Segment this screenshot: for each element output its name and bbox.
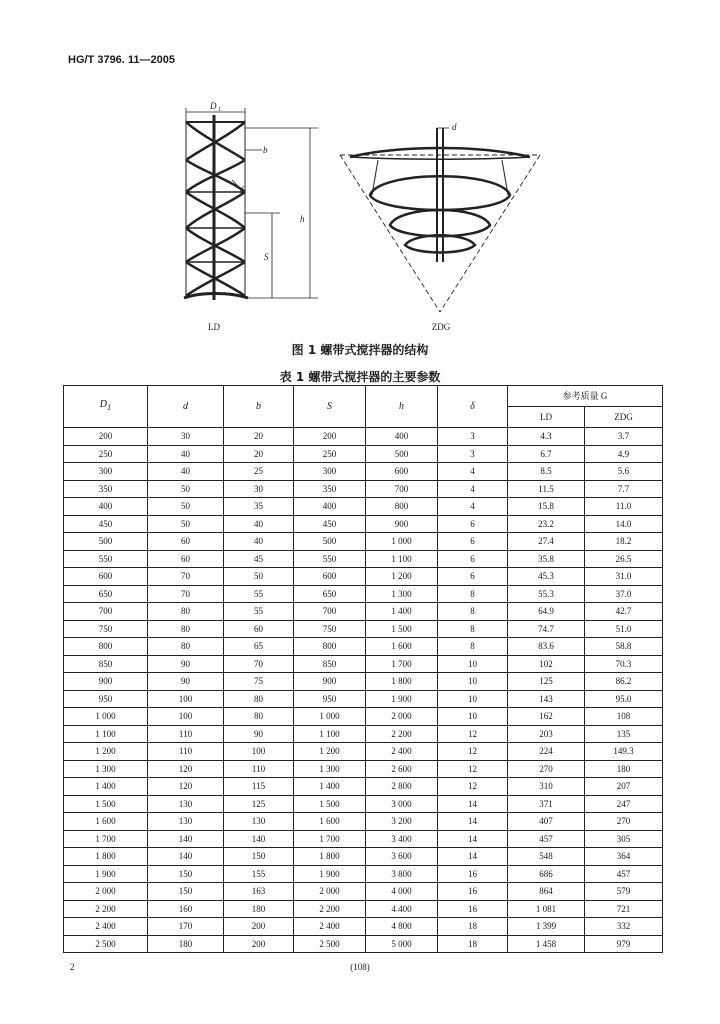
cell-delta: 14: [438, 830, 508, 848]
cell-d1: 950: [64, 690, 148, 708]
cell-d1: 650: [64, 585, 148, 603]
cell-mass-zdg: 14.0: [585, 515, 663, 533]
cell-delta: 14: [438, 795, 508, 813]
cell-mass-zdg: 7.7: [585, 480, 663, 498]
cell-b: 40: [224, 515, 294, 533]
cell-mass-zdg: 135: [585, 725, 663, 743]
table-row: [64, 480, 663, 498]
cell-b: 163: [224, 883, 294, 901]
cell-mass-zdg: 305: [585, 830, 663, 848]
agitator-structure-figure: [0, 0, 720, 340]
cell-d: 140: [148, 848, 224, 866]
cell-mass-zdg: 5.6: [585, 463, 663, 481]
cell-s: 700: [294, 603, 366, 621]
cell-b: 20: [224, 428, 294, 446]
table-row: [64, 690, 663, 708]
cell-mass-zdg: 18.2: [585, 533, 663, 551]
table-row: [64, 900, 663, 918]
cell-s: 900: [294, 673, 366, 691]
cell-b: 115: [224, 778, 294, 796]
cell-delta: 4: [438, 463, 508, 481]
cell-b: 70: [224, 655, 294, 673]
cell-d: 100: [148, 708, 224, 726]
cell-h: 2 800: [366, 778, 438, 796]
cell-b: 55: [224, 585, 294, 603]
cell-mass-zdg: 108: [585, 708, 663, 726]
cell-mass-zdg: 207: [585, 778, 663, 796]
cell-delta: 12: [438, 760, 508, 778]
cell-h: 3 400: [366, 830, 438, 848]
col-header-b: b: [224, 386, 294, 428]
table-row: [64, 708, 663, 726]
cell-delta: 10: [438, 690, 508, 708]
cell-mass-ld: 548: [508, 848, 585, 866]
cell-d: 100: [148, 690, 224, 708]
cell-h: 1 600: [366, 638, 438, 656]
cell-mass-ld: 35.8: [508, 550, 585, 568]
cell-mass-ld: 1 399: [508, 918, 585, 936]
cell-s: 600: [294, 568, 366, 586]
table-row: [64, 830, 663, 848]
cell-b: 200: [224, 935, 294, 953]
cell-mass-zdg: 86.2: [585, 673, 663, 691]
cell-mass-zdg: 42.7: [585, 603, 663, 621]
cell-s: 1 700: [294, 830, 366, 848]
cell-h: 1 100: [366, 550, 438, 568]
cell-s: 1 800: [294, 848, 366, 866]
cell-d: 120: [148, 778, 224, 796]
cell-h: 700: [366, 480, 438, 498]
cell-d: 110: [148, 743, 224, 761]
parameters-table-body: [64, 428, 663, 953]
cell-mass-zdg: 4.9: [585, 445, 663, 463]
cell-delta: 10: [438, 655, 508, 673]
cell-mass-zdg: 332: [585, 918, 663, 936]
cell-mass-zdg: 95.0: [585, 690, 663, 708]
cell-h: 3 200: [366, 813, 438, 831]
cell-b: 25: [224, 463, 294, 481]
cell-b: 45: [224, 550, 294, 568]
cell-d1: 450: [64, 515, 148, 533]
cell-mass-ld: 1 081: [508, 900, 585, 918]
cell-d: 150: [148, 883, 224, 901]
cell-d: 80: [148, 620, 224, 638]
cell-mass-ld: 15.8: [508, 498, 585, 516]
table-row: [64, 533, 663, 551]
cell-d: 110: [148, 725, 224, 743]
cell-mass-ld: 686: [508, 865, 585, 883]
cell-mass-ld: 224: [508, 743, 585, 761]
table-row: [64, 515, 663, 533]
cell-mass-zdg: 3.7: [585, 428, 663, 446]
cell-h: 800: [366, 498, 438, 516]
cell-mass-ld: 102: [508, 655, 585, 673]
cell-b: 180: [224, 900, 294, 918]
cell-s: 1 400: [294, 778, 366, 796]
cell-b: 200: [224, 918, 294, 936]
cell-d1: 550: [64, 550, 148, 568]
cell-delta: 10: [438, 673, 508, 691]
col-header-h: h: [366, 386, 438, 428]
cell-delta: 16: [438, 883, 508, 901]
cell-s: 950: [294, 690, 366, 708]
cell-d1: 1 300: [64, 760, 148, 778]
cell-b: 20: [224, 445, 294, 463]
cell-d: 50: [148, 498, 224, 516]
cell-mass-ld: 11.5: [508, 480, 585, 498]
table-row: [64, 725, 663, 743]
cell-b: 65: [224, 638, 294, 656]
table-row: [64, 935, 663, 953]
cell-b: 50: [224, 568, 294, 586]
cell-mass-zdg: 270: [585, 813, 663, 831]
cell-mass-zdg: 31.0: [585, 568, 663, 586]
ld-dimension-labels: [209, 101, 305, 262]
cell-d1: 1 600: [64, 813, 148, 831]
cell-mass-zdg: 11.0: [585, 498, 663, 516]
cell-d: 50: [148, 515, 224, 533]
s-label: S: [264, 252, 269, 262]
cell-delta: 16: [438, 865, 508, 883]
cell-mass-zdg: 70.3: [585, 655, 663, 673]
cell-delta: 3: [438, 428, 508, 446]
cell-s: 1 000: [294, 708, 366, 726]
cell-delta: 12: [438, 743, 508, 761]
cell-d: 150: [148, 865, 224, 883]
cell-b: 60: [224, 620, 294, 638]
cell-h: 4 000: [366, 883, 438, 901]
cell-d1: 1 900: [64, 865, 148, 883]
table-row: [64, 778, 663, 796]
cell-mass-ld: 203: [508, 725, 585, 743]
cell-mass-ld: 1 458: [508, 935, 585, 953]
cell-b: 155: [224, 865, 294, 883]
cell-s: 550: [294, 550, 366, 568]
cell-s: 750: [294, 620, 366, 638]
table-row: [64, 655, 663, 673]
cell-mass-zdg: 51.0: [585, 620, 663, 638]
col-header-mass: 参考质量 G: [508, 386, 663, 407]
cell-b: 80: [224, 708, 294, 726]
d-label: d: [452, 122, 457, 132]
cell-b: 90: [224, 725, 294, 743]
cell-d1: 850: [64, 655, 148, 673]
cell-delta: 6: [438, 533, 508, 551]
cell-h: 1 700: [366, 655, 438, 673]
cell-h: 1 200: [366, 568, 438, 586]
table-row: [64, 445, 663, 463]
cell-d: 90: [148, 655, 224, 673]
table-row: [64, 883, 663, 901]
cell-mass-ld: 125: [508, 673, 585, 691]
cell-s: 850: [294, 655, 366, 673]
table-row: [64, 918, 663, 936]
cell-s: 1 100: [294, 725, 366, 743]
table-row: [64, 638, 663, 656]
cell-mass-ld: 83.6: [508, 638, 585, 656]
table-row: [64, 498, 663, 516]
page-sequence: (108): [350, 962, 370, 972]
cell-d: 70: [148, 568, 224, 586]
cell-b: 40: [224, 533, 294, 551]
cell-d1: 1 400: [64, 778, 148, 796]
table-caption: 表 1 螺带式搅拌器的主要参数: [279, 370, 441, 384]
cell-h: 1 500: [366, 620, 438, 638]
cell-d: 80: [148, 638, 224, 656]
ld-agitator-drawing: [184, 108, 318, 300]
cell-mass-ld: 6.7: [508, 445, 585, 463]
h-label: h: [300, 214, 305, 224]
table-row: [64, 550, 663, 568]
cell-delta: 8: [438, 585, 508, 603]
cell-b: 80: [224, 690, 294, 708]
cell-delta: 18: [438, 918, 508, 936]
cell-s: 1 500: [294, 795, 366, 813]
cell-mass-ld: 162: [508, 708, 585, 726]
cell-b: 30: [224, 480, 294, 498]
cell-d: 90: [148, 673, 224, 691]
table-row: [64, 428, 663, 446]
cell-h: 2 000: [366, 708, 438, 726]
cell-h: 4 800: [366, 918, 438, 936]
cell-mass-zdg: 149.3: [585, 743, 663, 761]
cell-mass-ld: 23.2: [508, 515, 585, 533]
cell-h: 1 000: [366, 533, 438, 551]
cell-delta: 8: [438, 638, 508, 656]
cell-mass-ld: 8.5: [508, 463, 585, 481]
standard-code: HG/T 3796. 11—2005: [68, 54, 176, 66]
col-header-delta: δ: [438, 386, 508, 428]
cell-h: 2 600: [366, 760, 438, 778]
cell-mass-ld: 4.3: [508, 428, 585, 446]
cell-d: 120: [148, 760, 224, 778]
cell-delta: 16: [438, 900, 508, 918]
cell-d1: 2 200: [64, 900, 148, 918]
cell-d1: 2 400: [64, 918, 148, 936]
cell-b: 125: [224, 795, 294, 813]
cell-mass-zdg: 37.0: [585, 585, 663, 603]
cell-h: 3 000: [366, 795, 438, 813]
cell-d: 30: [148, 428, 224, 446]
cell-mass-ld: 27.4: [508, 533, 585, 551]
cell-delta: 3: [438, 445, 508, 463]
cell-s: 200: [294, 428, 366, 446]
cell-s: 2 200: [294, 900, 366, 918]
cell-h: 3 600: [366, 848, 438, 866]
cell-h: 400: [366, 428, 438, 446]
cell-h: 1 900: [366, 690, 438, 708]
cell-d: 80: [148, 603, 224, 621]
col-header-s: S: [294, 386, 366, 428]
cell-d1: 750: [64, 620, 148, 638]
cell-s: 300: [294, 463, 366, 481]
cell-delta: 8: [438, 603, 508, 621]
table-row: [64, 463, 663, 481]
figure-caption: 图 1 螺带式搅拌器的结构: [291, 343, 429, 357]
cell-d1: 1 200: [64, 743, 148, 761]
table-row: [64, 603, 663, 621]
cell-h: 1 300: [366, 585, 438, 603]
cell-mass-zdg: 58.8: [585, 638, 663, 656]
cell-d1: 300: [64, 463, 148, 481]
cell-h: 2 400: [366, 743, 438, 761]
cell-h: 900: [366, 515, 438, 533]
cell-d1: 600: [64, 568, 148, 586]
cell-h: 1 800: [366, 673, 438, 691]
cell-mass-zdg: 457: [585, 865, 663, 883]
cell-d1: 1 700: [64, 830, 148, 848]
cell-mass-ld: 143: [508, 690, 585, 708]
cell-s: 800: [294, 638, 366, 656]
col-header-d1: $D_1$: [64, 386, 148, 428]
cell-delta: 6: [438, 568, 508, 586]
cell-d1: 350: [64, 480, 148, 498]
cell-delta: 18: [438, 935, 508, 953]
table-row: [64, 620, 663, 638]
cell-d1: 500: [64, 533, 148, 551]
cell-s: 2 000: [294, 883, 366, 901]
table-row: [64, 743, 663, 761]
cell-delta: 14: [438, 813, 508, 831]
cell-d1: 700: [64, 603, 148, 621]
table-row: [64, 848, 663, 866]
cell-d: 170: [148, 918, 224, 936]
cell-mass-ld: 55.3: [508, 585, 585, 603]
cell-mass-zdg: 979: [585, 935, 663, 953]
page-number: 2: [70, 962, 75, 972]
table-row: [64, 813, 663, 831]
cell-s: 1 200: [294, 743, 366, 761]
cell-d: 50: [148, 480, 224, 498]
table-row: [64, 673, 663, 691]
cell-b: 55: [224, 603, 294, 621]
cell-b: 130: [224, 813, 294, 831]
cell-s: 650: [294, 585, 366, 603]
cell-mass-ld: 457: [508, 830, 585, 848]
table-row: [64, 585, 663, 603]
cell-d: 180: [148, 935, 224, 953]
cell-d: 60: [148, 550, 224, 568]
cell-s: 2 500: [294, 935, 366, 953]
cell-d1: 1 500: [64, 795, 148, 813]
cell-d1: 200: [64, 428, 148, 446]
cell-delta: 4: [438, 480, 508, 498]
cell-mass-zdg: 721: [585, 900, 663, 918]
cell-h: 500: [366, 445, 438, 463]
cell-b: 35: [224, 498, 294, 516]
cell-b: 150: [224, 848, 294, 866]
cell-d: 60: [148, 533, 224, 551]
cell-b: 140: [224, 830, 294, 848]
cell-d: 70: [148, 585, 224, 603]
cell-delta: 12: [438, 778, 508, 796]
cell-d1: 900: [64, 673, 148, 691]
cell-d: 140: [148, 830, 224, 848]
cell-s: 500: [294, 533, 366, 551]
cell-mass-ld: 45.3: [508, 568, 585, 586]
cell-mass-ld: 74.7: [508, 620, 585, 638]
cell-d: 40: [148, 463, 224, 481]
cell-d: 130: [148, 795, 224, 813]
cell-delta: 8: [438, 620, 508, 638]
col-header-ld: LD: [508, 407, 585, 428]
cell-s: 400: [294, 498, 366, 516]
cell-mass-ld: 864: [508, 883, 585, 901]
cell-h: 5 000: [366, 935, 438, 953]
cell-s: 250: [294, 445, 366, 463]
table-row: [64, 568, 663, 586]
cell-mass-ld: 371: [508, 795, 585, 813]
cell-d1: 1 000: [64, 708, 148, 726]
cell-h: 1 400: [366, 603, 438, 621]
ld-name: LD: [208, 322, 220, 332]
cell-b: 110: [224, 760, 294, 778]
cell-d: 130: [148, 813, 224, 831]
cell-delta: 6: [438, 550, 508, 568]
table-row: [64, 865, 663, 883]
cell-mass-zdg: 247: [585, 795, 663, 813]
cell-mass-ld: 407: [508, 813, 585, 831]
cell-d1: 2 000: [64, 883, 148, 901]
cell-s: 350: [294, 480, 366, 498]
cell-mass-ld: 310: [508, 778, 585, 796]
cell-b: 75: [224, 673, 294, 691]
cell-h: 600: [366, 463, 438, 481]
zdg-name: ZDG: [431, 322, 451, 332]
d1-label: D: [210, 101, 217, 111]
cell-d1: 800: [64, 638, 148, 656]
cell-mass-ld: 270: [508, 760, 585, 778]
cell-d1: 2 500: [64, 935, 148, 953]
cell-d: 160: [148, 900, 224, 918]
cell-s: 1 300: [294, 760, 366, 778]
col-header-d: d: [148, 386, 224, 428]
delta-label: δ: [240, 185, 245, 195]
cell-h: 2 200: [366, 725, 438, 743]
cell-delta: 4: [438, 498, 508, 516]
cell-s: 1 600: [294, 813, 366, 831]
cell-mass-zdg: 579: [585, 883, 663, 901]
cell-d1: 1 100: [64, 725, 148, 743]
cell-mass-zdg: 26.5: [585, 550, 663, 568]
cell-s: 450: [294, 515, 366, 533]
cell-h: 4 400: [366, 900, 438, 918]
cell-s: 2 400: [294, 918, 366, 936]
b-label: b: [263, 145, 268, 155]
cell-delta: 10: [438, 708, 508, 726]
col-header-zdg: ZDG: [585, 407, 663, 428]
cell-mass-zdg: 364: [585, 848, 663, 866]
parameters-table: [63, 385, 663, 953]
table-row: [64, 760, 663, 778]
cell-d: 40: [148, 445, 224, 463]
cell-s: 1 900: [294, 865, 366, 883]
cell-d1: 400: [64, 498, 148, 516]
cell-delta: 6: [438, 515, 508, 533]
cell-delta: 12: [438, 725, 508, 743]
cell-h: 3 800: [366, 865, 438, 883]
cell-d1: 250: [64, 445, 148, 463]
cell-mass-ld: 64.9: [508, 603, 585, 621]
zdg-agitator-drawing: [340, 128, 540, 312]
d1-sub-label: 1: [218, 107, 221, 113]
table-row: [64, 795, 663, 813]
cell-mass-zdg: 180: [585, 760, 663, 778]
cell-b: 100: [224, 743, 294, 761]
cell-delta: 14: [438, 848, 508, 866]
cell-d1: 1 800: [64, 848, 148, 866]
